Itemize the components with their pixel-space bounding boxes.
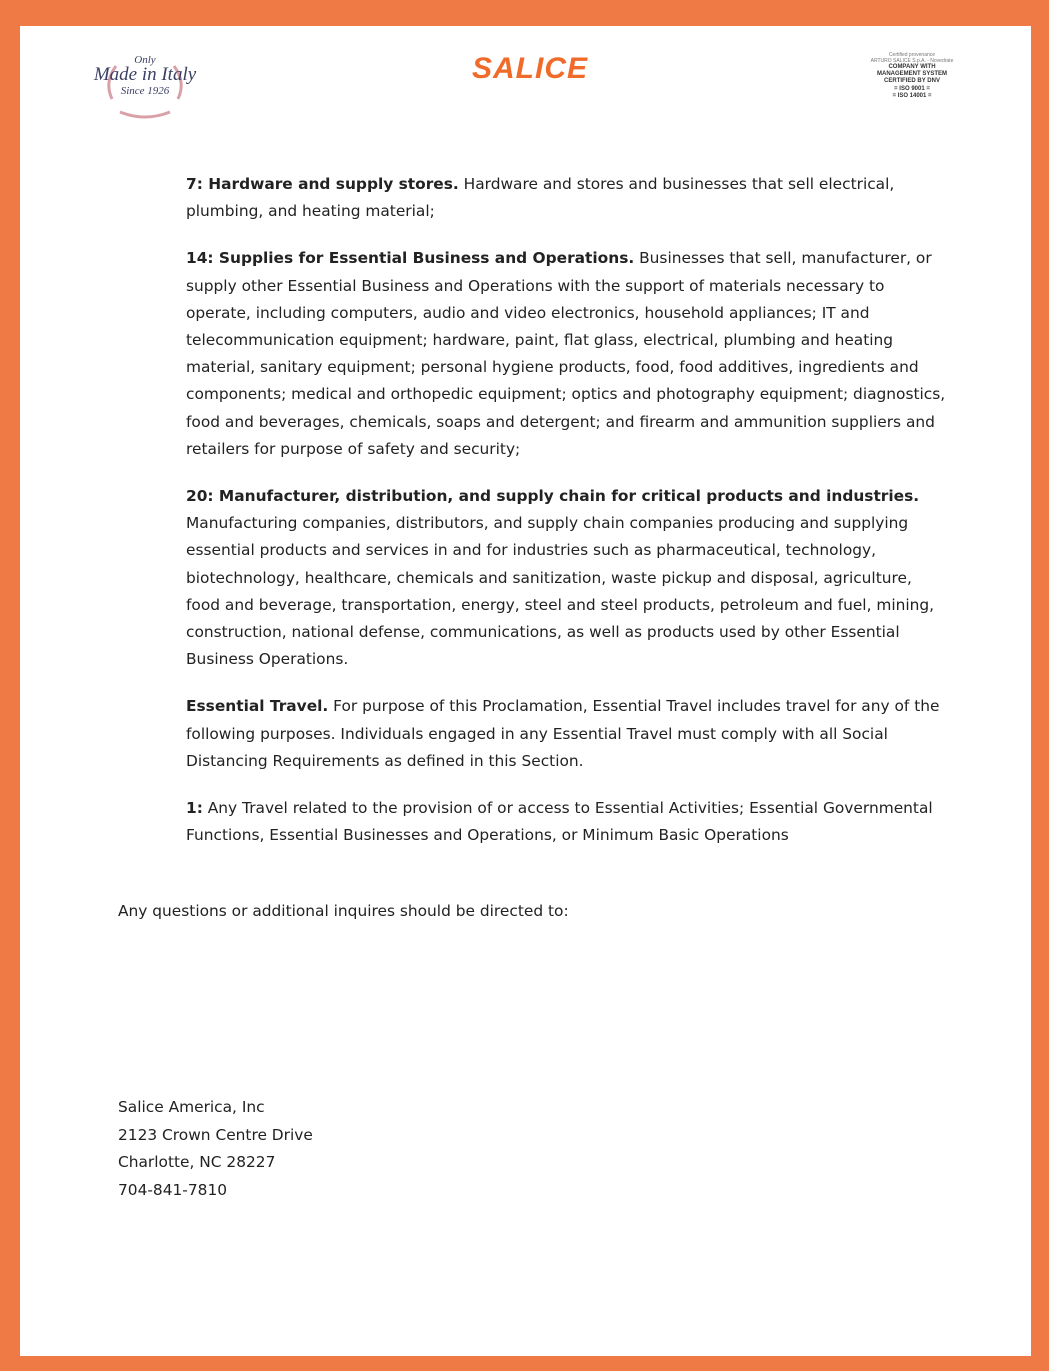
seal-since-text: Since 1926: [120, 85, 170, 97]
cert-line: = ISO 14001 =: [892, 92, 932, 99]
cert-line: ARTURO SALICE S.p.A. - Novedrate: [870, 58, 954, 64]
brand-logo: SALICE: [471, 52, 588, 85]
letter-page: [20, 26, 1031, 1356]
made-in-italy-seal: [90, 54, 200, 124]
section-heading: 20: Manufacturer, distribution, and supply chain for critical products and industries.: [186, 487, 920, 506]
certification-stamp: [862, 52, 962, 100]
cert-line: COMPANY WITH: [888, 64, 936, 70]
seal-only-text: Only: [134, 54, 156, 66]
section-text: Hardware and stores and businesses that sell electrical, plumbing, and heating material;: [186, 175, 895, 221]
address-company: Salice America, Inc: [118, 1098, 265, 1116]
section-text: Businesses that sell, manufacturer, or supply other Essential Business and Operations with the support of materials necessary to operate, including computers, audio and video electronics, household appliances; IT and telecommunication equipment; hardware, paint, flat glass, electrical, plumbing and heating material, sanitary equipment; personal hygiene products, food, food additives, ingredients and components; medical and orthopedic equipment; optics and photography equipment; diagnostics, food and beverages, chemicals, soaps and detergent; and firearm and ammunition suppliers and retailers for purpose of safety and security;: [186, 249, 946, 458]
contact-address: [118, 1094, 518, 1204]
address-city: Charlotte, NC 28227: [118, 1153, 276, 1171]
section-text: For purpose of this Proclamation, Essential Travel includes travel for any of the following purposes. Individuals engaged in any Essential Travel must comply with all Social Distancing Requirements as defined in this Section.: [186, 697, 940, 770]
section-heading: Essential Travel.: [186, 697, 329, 716]
section-manufacturer: [186, 483, 946, 673]
section-heading: 1:: [186, 799, 203, 818]
seal-made-text: Made in Italy: [93, 64, 197, 85]
section-heading: 14: Supplies for Essential Business and Operations.: [186, 249, 635, 268]
letter-body: [186, 171, 946, 869]
section-text: Any Travel related to the provision of or access to Essential Activities; Essential Governmental Functions, Essential Businesses and Operations, or Minimum Basic Operations: [186, 799, 933, 845]
section-text: Manufacturing companies, distributors, and supply chain companies producing and supplying essential products and services in and for industries such as pharmaceutical, technology, biotechnology, healthcare, chemicals and sanitization, waste pickup and disposal, agriculture, food and beverage, transportation, energy, steel and steel products, petroleum and fuel, mining, construction, national defense, communications, as well as products used by other Essential Business Operations.: [186, 514, 935, 669]
cert-line: CERTIFIED BY DNV: [884, 78, 940, 85]
section-hardware: [186, 171, 946, 225]
cert-line: = ISO 9001 =: [894, 85, 930, 92]
cert-line: Certified provenance: [888, 52, 936, 58]
address-phone: 704-841-7810: [118, 1180, 228, 1199]
section-supplies: [186, 245, 946, 463]
section-heading: 7: Hardware and supply stores.: [186, 175, 459, 193]
cert-line: MANAGEMENT SYSTEM: [876, 71, 947, 78]
inquiry-text: Any questions or additional inquires should be directed to:: [118, 902, 569, 920]
address-street: 2123 Crown Centre Drive: [118, 1125, 313, 1144]
section-travel-item-1: [186, 795, 946, 849]
section-essential-travel: [186, 693, 946, 775]
